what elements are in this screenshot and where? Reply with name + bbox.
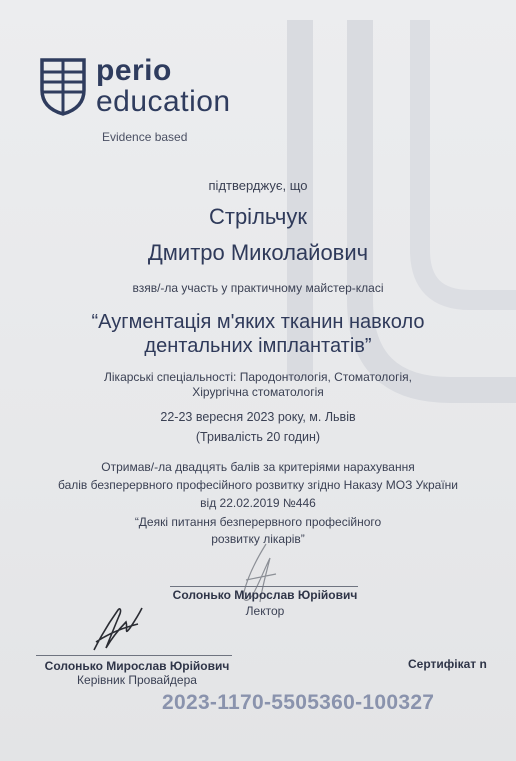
- specialties-line-2: Хірургічна стоматологія: [192, 385, 324, 399]
- course-title-line-2: дентальних імплантатів”: [144, 335, 372, 357]
- head-signature: [86, 598, 148, 656]
- dates-place: 22-23 вересня 2023 року, м. Львів: [160, 410, 356, 424]
- points-line-2: балів безперервного професійного розвитку згідно Наказу МОЗ України: [57, 478, 458, 492]
- specialties-line-1: Лікарські спеціальності: Пародонтологія, Стоматологія,: [104, 370, 412, 384]
- logo-tagline: Evidence based: [102, 130, 188, 144]
- perio-shield-icon: [40, 58, 86, 116]
- lector-signature-line: [170, 586, 358, 587]
- head-name: Солонько Мирослав Юрійович: [44, 659, 230, 673]
- order-reference: від 22.02.2019 №446: [200, 496, 316, 510]
- order-topic-line-2: розвитку лікарів”: [211, 532, 305, 546]
- points-line-1: Отримав/-ла двадцять балів за критеріями нарахування: [101, 460, 415, 474]
- order-topic-line-1: “Деякі питання безперервного професійного: [134, 515, 382, 529]
- confirm-text: підтверджує, що: [208, 178, 308, 193]
- logo-wordmark: [96, 56, 231, 118]
- duration: (Тривалість 20 годин): [195, 430, 321, 444]
- brand-line-1: perio: [96, 54, 172, 87]
- lector-role: Лектор: [245, 604, 285, 618]
- recipient-surname: Стрільчук: [208, 204, 307, 229]
- brand-line-2: education: [96, 85, 231, 118]
- course-title-line-1: “Аугментація м'яких тканин навколо: [91, 311, 425, 333]
- certificate-number: 2023-1170-5505360-100327: [162, 691, 435, 714]
- head-role: Керівник Провайдера: [77, 673, 197, 687]
- certificate-number-label: Сертифікат n: [408, 657, 487, 671]
- recipient-given-names: Дмитро Миколайович: [147, 240, 369, 265]
- lector-name: Солонько Мирослав Юрійович: [172, 588, 358, 602]
- head-signature-line: [36, 655, 232, 656]
- participation-text: взяв/-ла участь у практичному майстер-класі: [132, 281, 384, 295]
